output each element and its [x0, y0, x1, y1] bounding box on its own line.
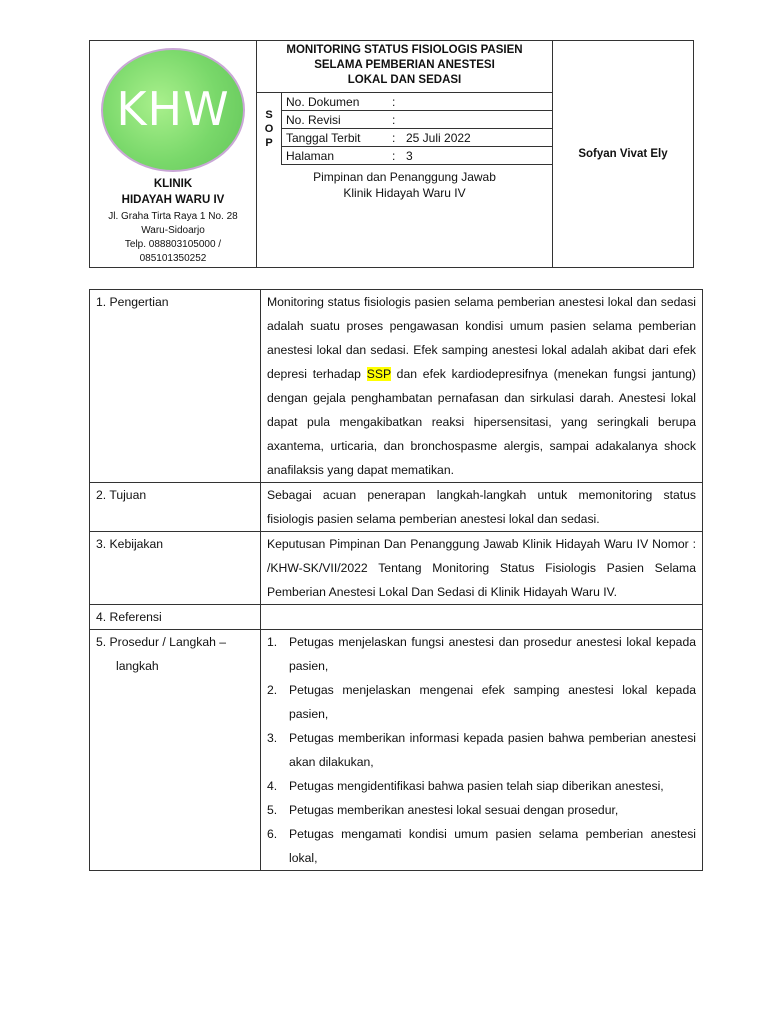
- document-header: [89, 40, 694, 268]
- step-text: Petugas mengamati kondisi umum pasien selama pemberian anestesi lokal,: [289, 827, 696, 865]
- sop-letter-p: P: [265, 137, 273, 149]
- clinic-logo: [101, 48, 245, 172]
- step-number: 3.: [267, 731, 278, 745]
- step-number: 5.: [267, 803, 278, 817]
- section-text: Keputusan Pimpinan Dan Penanggung Jawab Klinik Hidayah Waru IV Nomor : /KHW-SK/VII/2022 Tentang Monitoring Status Fisiologis Pasien Selama Pemberian Anestesi Lokal Dan Sedasi di Klinik Hidayah Waru IV.: [261, 532, 703, 605]
- logo-text: KHW: [116, 82, 230, 136]
- meta-value: 25 Juli 2022: [406, 130, 471, 145]
- meta-row-tanggal: [282, 129, 552, 147]
- section-tujuan: [90, 483, 703, 532]
- meta-row-dokumen: [282, 93, 552, 111]
- prosedur-label-line1: 5. Prosedur / Langkah –: [96, 635, 227, 649]
- pengertian-text-before: Monitoring status fisiologis pasien selama pemberian anestesi lokal dan sedasi adalah suatu proses pengawasan kondisi umum pasien selama pemberian anestesi lokal dan sedasi. Efek samping anestesi lokal adalah akibat dari efek depresi terhadap: [267, 295, 696, 381]
- section-text: [261, 605, 703, 630]
- step-number: 1.: [267, 635, 278, 649]
- section-label: 1. Pengertian: [90, 290, 261, 483]
- section-steps: [261, 630, 703, 871]
- step-text: Petugas mengidentifikasi bahwa pasien telah siap diberikan anestesi,: [289, 779, 664, 793]
- meta-colon: :: [392, 94, 396, 109]
- section-kebijakan: [90, 532, 703, 605]
- meta-colon: :: [392, 148, 396, 163]
- title-line3: LOKAL DAN SEDASI: [347, 74, 462, 86]
- address-line2: Waru-Sidoarjo: [141, 225, 205, 236]
- section-label: 3. Kebijakan: [90, 532, 261, 605]
- title-line2: SELAMA PEMBERIAN ANESTESI: [314, 59, 495, 71]
- pengertian-text-after: dan efek kardiodepresifnya (menekan fungsi jantung) dengan gejala penghambatan pernafasan dan sirkulasi darah. Anestesi lokal dapat pula mengakibatkan reaksi hipersensitasi, yang seringkali berupa axantema, urticaria, dan bronchospasme alergis, sampai adakalanya shock anafilaksis yang dapat mematikan.: [267, 367, 696, 477]
- section-label: 2. Tujuan: [90, 483, 261, 532]
- list-item: [267, 774, 696, 798]
- step-number: 6.: [267, 827, 278, 841]
- signatory-name: Sofyan Vivat Ely: [578, 148, 668, 160]
- sop-letter-o: O: [264, 123, 274, 135]
- list-item: [267, 678, 696, 726]
- section-text: Sebagai acuan penerapan langkah-langkah untuk memonitoring status fisiologis pasien selama pemberian anestesi lokal dan sedasi.: [261, 483, 703, 532]
- title-line1: MONITORING STATUS FISIOLOGIS PASIEN: [286, 44, 523, 56]
- step-text: Petugas memberikan informasi kepada pasien bahwa pemberian anestesi akan dilakukan,: [289, 731, 696, 769]
- section-prosedur: [90, 630, 703, 871]
- meta-label: No. Dokumen: [286, 94, 360, 109]
- authority-block: [257, 165, 552, 201]
- sop-content-table: [89, 289, 724, 871]
- meta-row-revisi: [282, 111, 552, 129]
- document-title: [257, 41, 552, 92]
- section-label: [90, 630, 261, 871]
- clinic-name: [91, 176, 255, 208]
- step-text: Petugas menjelaskan fungsi anestesi dan prosedur anestesi lokal kepada pasien,: [289, 635, 696, 673]
- sop-letter-s: S: [265, 109, 273, 121]
- meta-label: Halaman: [286, 148, 335, 163]
- prosedur-label-line2: langkah: [116, 659, 159, 673]
- meta-row-halaman: [282, 147, 552, 165]
- list-item: [267, 726, 696, 774]
- section-text: [261, 290, 703, 483]
- pimpinan-line1: Pimpinan dan Penanggung Jawab: [313, 170, 496, 184]
- sop-letters: [257, 93, 282, 165]
- list-item: [267, 798, 696, 822]
- meta-colon: :: [392, 112, 396, 127]
- clinic-address: [91, 210, 255, 266]
- clinic-name-line1: KLINIK: [153, 178, 193, 190]
- phone-line2: 085101350252: [139, 253, 207, 264]
- meta-colon: :: [392, 130, 396, 145]
- sop-rows: [282, 93, 552, 165]
- section-referensi: [90, 605, 703, 630]
- clinic-name-line2: HIDAYAH WARU IV: [121, 194, 225, 206]
- steps-list: [267, 630, 696, 870]
- section-label: 4. Referensi: [90, 605, 261, 630]
- list-item: [267, 822, 696, 870]
- meta-label: Tanggal Terbit: [286, 130, 361, 145]
- list-item: [267, 630, 696, 678]
- sop-meta: [257, 92, 552, 165]
- step-number: 4.: [267, 779, 278, 793]
- meta-label: No. Revisi: [286, 112, 341, 127]
- phone-line1: Telp. 088803105000 /: [124, 239, 222, 250]
- step-text: Petugas memberikan anestesi lokal sesuai dengan prosedur,: [289, 803, 619, 817]
- meta-value: 3: [406, 148, 413, 163]
- pimpinan-line2: Klinik Hidayah Waru IV: [343, 186, 466, 200]
- address-line1: Jl. Graha Tirta Raya 1 No. 28: [108, 211, 238, 222]
- step-text: Petugas menjelaskan mengenai efek samping anestesi lokal kepada pasien,: [289, 683, 696, 721]
- clinic-identity: [90, 41, 257, 268]
- sop-title-block: [257, 41, 553, 268]
- signatory-cell: [553, 41, 694, 268]
- step-number: 2.: [267, 683, 278, 697]
- section-pengertian: [90, 290, 703, 483]
- highlighted-term: SSP: [366, 367, 391, 381]
